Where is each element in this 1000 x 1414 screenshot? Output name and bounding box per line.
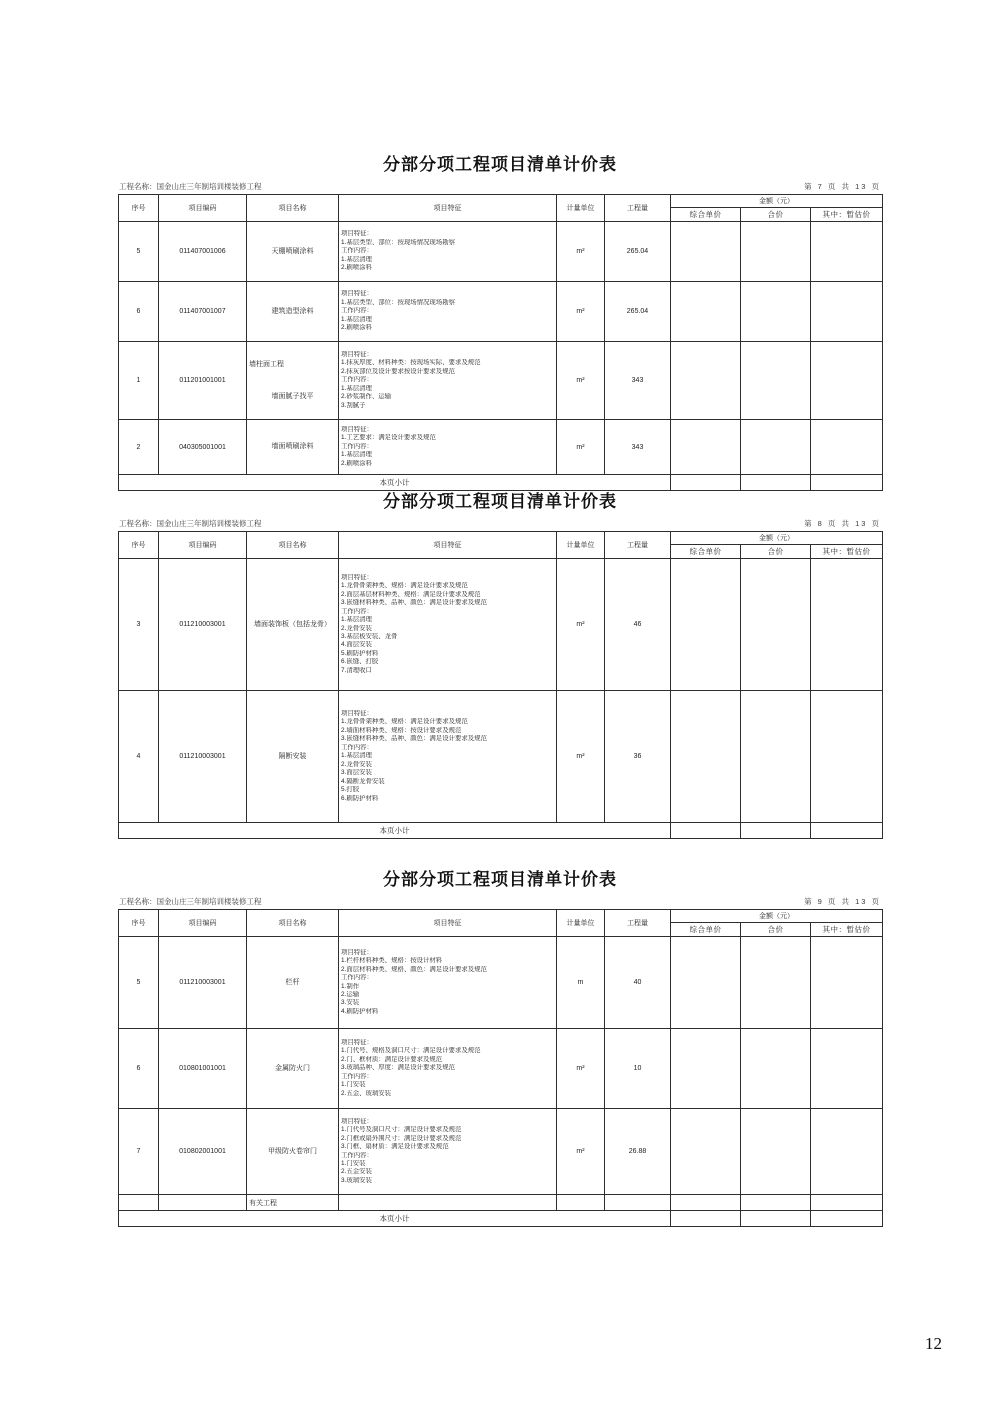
cell-seq: 7 — [119, 1109, 159, 1195]
cell-total — [741, 559, 811, 691]
cell-seq: 1 — [119, 342, 159, 420]
cell-name: 甲级防火卷帘门 — [247, 1109, 339, 1195]
th-quantity: 工程量 — [605, 195, 671, 222]
bill-table — [118, 194, 883, 491]
cell-feature: 项目特征： 1.基层类型、部位：按现场情况现场勘察 工作内容： 1.基层清理 2.刷喷涂料 — [339, 222, 557, 282]
th-quantity: 工程量 — [605, 532, 671, 559]
cell-unit-price — [671, 282, 741, 342]
th-feature: 项目特征 — [339, 532, 557, 559]
group-name: 有关工程 — [247, 1195, 339, 1211]
cell-estimate — [811, 420, 883, 475]
cell-feature: 项目特征： 1.门代号、规格及洞口尺寸：满足设计要求及规范 2.门、框材质：满足设计要求及规范 3.玻璃品种、厚度：满足设计要求及规范 工作内容： 1.门安装 2.五金、玻璃安装 — [339, 1029, 557, 1109]
cell-unit-price — [671, 937, 741, 1029]
cell-unit: m² — [557, 1109, 605, 1195]
cell-unit: m² — [557, 559, 605, 691]
cell-code: 011210003001 — [159, 937, 247, 1029]
cell-seq: 5 — [119, 937, 159, 1029]
cell-seq: 3 — [119, 559, 159, 691]
cell-estimate — [811, 937, 883, 1029]
cell-feature: 项目特征： 1.工艺要求：满足设计要求及规范 工作内容： 1.基层清理 2.刷喷涂料 — [339, 420, 557, 475]
cell-unit: m² — [557, 342, 605, 420]
th-estimate: 其中：暂估价 — [811, 208, 883, 222]
subtotal-row — [119, 823, 883, 839]
subtotal-row — [119, 1211, 883, 1227]
cell-unit-price — [671, 559, 741, 691]
cell-estimate — [811, 1109, 883, 1195]
th-amount-group: 金额（元） — [671, 910, 883, 923]
cell-unit-price — [671, 420, 741, 475]
cell-total — [741, 342, 811, 420]
project-label: 工程名称：国金山庄三年制培训楼装修工程 — [119, 182, 262, 191]
subtotal-total — [741, 1211, 811, 1227]
th-amount-group: 金额（元） — [671, 195, 883, 208]
group-feature — [339, 1195, 557, 1211]
sheet-meta — [118, 181, 882, 192]
cell-unit: m² — [557, 1029, 605, 1109]
th-feature: 项目特征 — [339, 910, 557, 937]
table-row — [119, 1029, 883, 1109]
cell-name: 金属防火门 — [247, 1029, 339, 1109]
group-unit-price — [671, 1195, 741, 1211]
th-unit: 计量单位 — [557, 195, 605, 222]
cell-name: 栏杆 — [247, 937, 339, 1029]
group-code — [159, 1195, 247, 1211]
group-estimate — [811, 1195, 883, 1211]
table-row — [119, 420, 883, 475]
th-estimate: 其中：暂估价 — [811, 923, 883, 937]
cell-unit: m — [557, 937, 605, 1029]
cell-feature: 项目特征： 1.抹灰厚度、材料种类：按现场实际、要求及规范 2.抹灰部位及设计要求按设计要求及规范 工作内容： 1.基层清理 2.砂浆制作、运输 3.刮腻子 — [339, 342, 557, 420]
cell-seq: 5 — [119, 222, 159, 282]
th-total: 合价 — [741, 923, 811, 937]
cell-code: 011407001007 — [159, 282, 247, 342]
cell-total — [741, 282, 811, 342]
cell-quantity: 46 — [605, 559, 671, 691]
cell-seq: 2 — [119, 420, 159, 475]
cell-feature: 项目特征： 1.龙骨骨架种类、规格：满足设计要求及规范 2.墙面材料种类、规格：按设计要求及规范 3.嵌缝材料种类、品种、颜色：满足设计要求及规范 工作内容： 1.基层清理 2.龙骨安装 3.面层安装 4.隔断龙骨安装 5.打胶 6.刷防护材料 — [339, 691, 557, 823]
th-seq: 序号 — [119, 532, 159, 559]
group-seq — [119, 1195, 159, 1211]
group-row — [119, 1195, 883, 1211]
sheet-3 — [118, 865, 882, 1227]
cell-code: 040305001001 — [159, 420, 247, 475]
cell-total — [741, 691, 811, 823]
cell-estimate — [811, 342, 883, 420]
cell-name: 天棚喷刷涂料 — [247, 222, 339, 282]
cell-feature: 项目特征： 1.门代号及洞口尺寸：满足设计要求及规范 2.门框或扇外围尺寸：满足设计要求及规范 3.门框、扇材质：满足设计要求及规范 工作内容： 1.门安装 2.五金安装 3.玻璃安装 — [339, 1109, 557, 1195]
sheet-meta — [118, 518, 882, 529]
cell-name: 墙面喷刷涂料 — [247, 420, 339, 475]
cell-total — [741, 1109, 811, 1195]
table-row — [119, 342, 883, 420]
subtotal-label: 本页小计 — [119, 1211, 671, 1227]
cell-seq: 6 — [119, 1029, 159, 1109]
cell-unit: m² — [557, 282, 605, 342]
table-header-amount-row — [119, 910, 883, 923]
th-unit: 计量单位 — [557, 532, 605, 559]
cell-name: 墙面装饰板（包括龙骨） — [247, 559, 339, 691]
cell-estimate — [811, 691, 883, 823]
project-label: 工程名称：国金山庄三年制培训楼装修工程 — [119, 519, 262, 528]
group-unit — [557, 1195, 605, 1211]
cell-quantity: 343 — [605, 342, 671, 420]
th-code: 项目编码 — [159, 910, 247, 937]
page-number: 12 — [925, 1334, 942, 1353]
th-quantity: 工程量 — [605, 910, 671, 937]
subtotal-unit-price — [671, 823, 741, 839]
cell-unit-price — [671, 691, 741, 823]
cell-estimate — [811, 282, 883, 342]
cell-estimate — [811, 222, 883, 282]
group-label: 墙柱面工程 — [249, 361, 284, 369]
th-code: 项目编码 — [159, 532, 247, 559]
th-name: 项目名称 — [247, 910, 339, 937]
cell-quantity: 10 — [605, 1029, 671, 1109]
cell-quantity: 265.04 — [605, 222, 671, 282]
sheet-1 — [118, 150, 882, 491]
subtotal-unit-price — [671, 1211, 741, 1227]
cell-total — [741, 222, 811, 282]
th-name: 项目名称 — [247, 532, 339, 559]
table-row — [119, 559, 883, 691]
group-total — [741, 1195, 811, 1211]
page-label: 第 8 页 共 13 页 — [804, 519, 881, 528]
cell-total — [741, 937, 811, 1029]
th-unit-price: 综合单价 — [671, 545, 741, 559]
cell-total — [741, 1029, 811, 1109]
cell-name: 隔断安装 — [247, 691, 339, 823]
table-row — [119, 691, 883, 823]
th-estimate: 其中：暂估价 — [811, 545, 883, 559]
th-code: 项目编码 — [159, 195, 247, 222]
cell-estimate — [811, 1029, 883, 1109]
table-row — [119, 937, 883, 1029]
cell-code: 011201001001 — [159, 342, 247, 420]
cell-feature: 项目特征： 1.栏杆材料种类、规格：按设计材料 2.面层材料种类、规格、颜色：满足设计要求及规范 工作内容： 1.制作 2.运输 3.安装 4.刷防护材料 — [339, 937, 557, 1029]
cell-estimate — [811, 559, 883, 691]
cell-code: 011210003001 — [159, 691, 247, 823]
group-quantity — [605, 1195, 671, 1211]
cell-name: 墙柱面工程 墙面腻子找平 — [247, 342, 339, 420]
cell-name: 建筑造型涂料 — [247, 282, 339, 342]
th-unit-price: 综合单价 — [671, 923, 741, 937]
subtotal-estimate — [811, 1211, 883, 1227]
cell-unit: m² — [557, 691, 605, 823]
cell-unit-price — [671, 222, 741, 282]
subtotal-label: 本页小计 — [119, 823, 671, 839]
sheet-title: 分部分项工程项目清单计价表 — [383, 492, 617, 511]
cell-quantity: 26.88 — [605, 1109, 671, 1195]
cell-code: 010801001001 — [159, 1029, 247, 1109]
cell-unit-price — [671, 1029, 741, 1109]
th-unit: 计量单位 — [557, 910, 605, 937]
th-feature: 项目特征 — [339, 195, 557, 222]
cell-seq: 4 — [119, 691, 159, 823]
cell-quantity: 343 — [605, 420, 671, 475]
subtotal-label: 本页小计 — [119, 475, 671, 491]
table-row — [119, 222, 883, 282]
th-unit-price: 综合单价 — [671, 208, 741, 222]
cell-total — [741, 420, 811, 475]
cell-unit: m² — [557, 222, 605, 282]
th-name: 项目名称 — [247, 195, 339, 222]
th-amount-group: 金额（元） — [671, 532, 883, 545]
cell-quantity: 40 — [605, 937, 671, 1029]
cell-feature: 项目特征： 1.基层类型、部位：按现场情况现场勘察 工作内容： 1.基层清理 2.刷喷涂料 — [339, 282, 557, 342]
subtotal-estimate — [811, 823, 883, 839]
table-row — [119, 282, 883, 342]
bill-table — [118, 909, 883, 1227]
th-seq: 序号 — [119, 910, 159, 937]
sheet-2 — [118, 487, 882, 839]
table-header-amount-row — [119, 532, 883, 545]
table-row — [119, 1109, 883, 1195]
cell-quantity: 36 — [605, 691, 671, 823]
page-label: 第 7 页 共 13 页 — [804, 182, 881, 191]
cell-unit: m² — [557, 420, 605, 475]
sheet-title: 分部分项工程项目清单计价表 — [383, 155, 617, 174]
cell-seq: 6 — [119, 282, 159, 342]
cell-code: 011210003001 — [159, 559, 247, 691]
cell-quantity: 265.04 — [605, 282, 671, 342]
table-header-amount-row — [119, 195, 883, 208]
cell-code: 010802001001 — [159, 1109, 247, 1195]
bill-table — [118, 531, 883, 839]
subtotal-total — [741, 823, 811, 839]
th-total: 合价 — [741, 208, 811, 222]
cell-code: 011407001006 — [159, 222, 247, 282]
cell-unit-price — [671, 1109, 741, 1195]
th-total: 合价 — [741, 545, 811, 559]
project-label: 工程名称：国金山庄三年制培训楼装修工程 — [119, 897, 262, 906]
page-label: 第 9 页 共 13 页 — [804, 897, 881, 906]
cell-feature: 项目特征： 1.龙骨骨架种类、规格：满足设计要求及规范 2.面层基层材料种类、规格：满足设计要求及规范 3.嵌缝材料种类、品种、颜色：满足设计要求及规范 工作内容： 1.基层清理 2.龙骨安装 3.基层板安装、龙骨 4.面层安装 5.刷防护材料 6.嵌缝、打胶 7.清理收口 — [339, 559, 557, 691]
sheet-title: 分部分项工程项目清单计价表 — [383, 870, 617, 889]
cell-unit-price — [671, 342, 741, 420]
th-seq: 序号 — [119, 195, 159, 222]
sheet-meta — [118, 896, 882, 907]
